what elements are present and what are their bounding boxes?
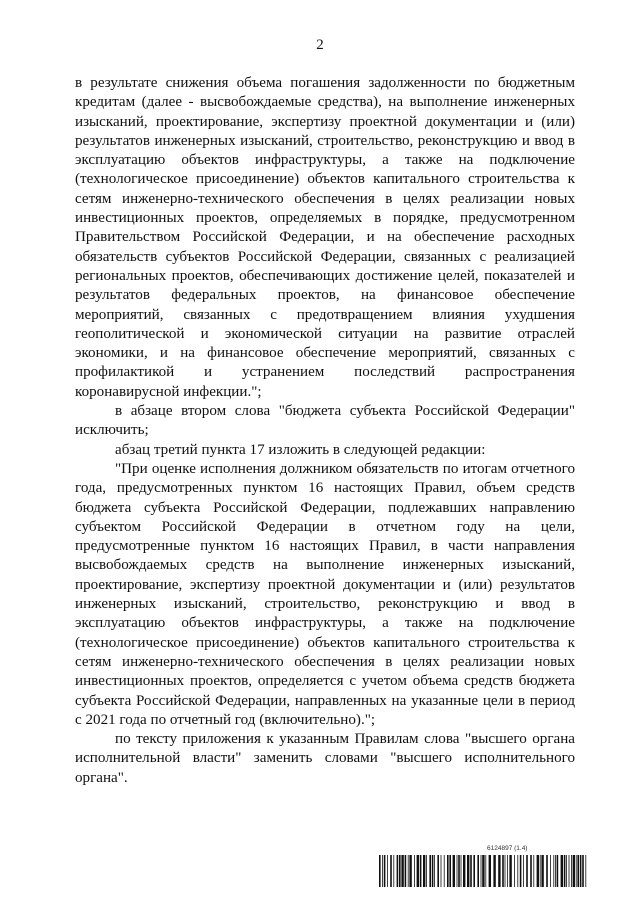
paragraph-continuation: в результате снижения объема погашения задолженности по бюджетным кредитам (далее - высвобождаемые средства), на выполнение инженерных изысканий, проектирование, экспертизу проектной документации и (или) результатов инженерных изысканий, строительство, реконструкцию и ввод в эксплуатацию объектов инфраструктуры, а также на подключение (технологическое присоединение) объектов капитального строительства к сетям инженерно-технического обеспечения в целях реализации новых инвестиционных проектов, определяемых в порядке, предусмотренном Правительством Российской Федерации, и на обеспечение расходных обязательств субъектов Российской Федерации, связанных с реализацией региональных проектов, обеспечивающих достижение целей, показателей и результатов федеральных проектов, на финансовое обеспечение мероприятий, связанных с предотвращением влияния ухудшения геополитической и экономической ситуации на развитие отраслей экономики, и на финансовое обеспечение мероприятий, связанных с профилактикой и устранением последствий распространения коронавирусной инфекции."; <box>75 75 575 400</box>
paragraph-appendix-change: по тексту приложения к указанным Правилам слова "высшего органа исполнительной власти" заменить словами "высшего исполнительного органа". <box>75 731 575 786</box>
paragraph-amendment-third: абзац третий пункта 17 изложить в следующей редакции: <box>115 441 486 458</box>
barcode-caption: 6124897 (1.4) <box>487 845 528 852</box>
barcode-icon <box>379 855 589 887</box>
page-number: 2 <box>316 37 324 53</box>
document-body <box>75 74 575 788</box>
paragraph-amendment-second: в абзаце втором слова "бюджета субъекта Российской Федерации" исключить; <box>75 403 575 439</box>
paragraph-quoted-text: "При оценке исполнения должником обязательств по итогам отчетного года, предусмотренных пунктом 16 настоящих Правил, объем средств бюджета субъекта Российской Федерации, подлежавших направлению субъектом Российской Федерации в отчетном году на цели, предусмотренные пунктом 16 настоящих Правил, в части направления высвобождаемых средств на выполнение инженерных изысканий, проектирование, экспертизу проектной документации и (или) результатов инженерных изысканий, строительство, реконструкцию и ввод в эксплуатацию объектов инфраструктуры, а также на подключение (технологическое присоединение) объектов капитального строительства к сетям инженерно-технического обеспечения в целях реализации новых инвестиционных проектов, определяется с учетом объема средств бюджета субъекта Российской Федерации, направленных на указанные цели в период с 2021 года по отчетный год (включительно)."; <box>75 460 575 728</box>
document-footer <box>379 845 589 889</box>
